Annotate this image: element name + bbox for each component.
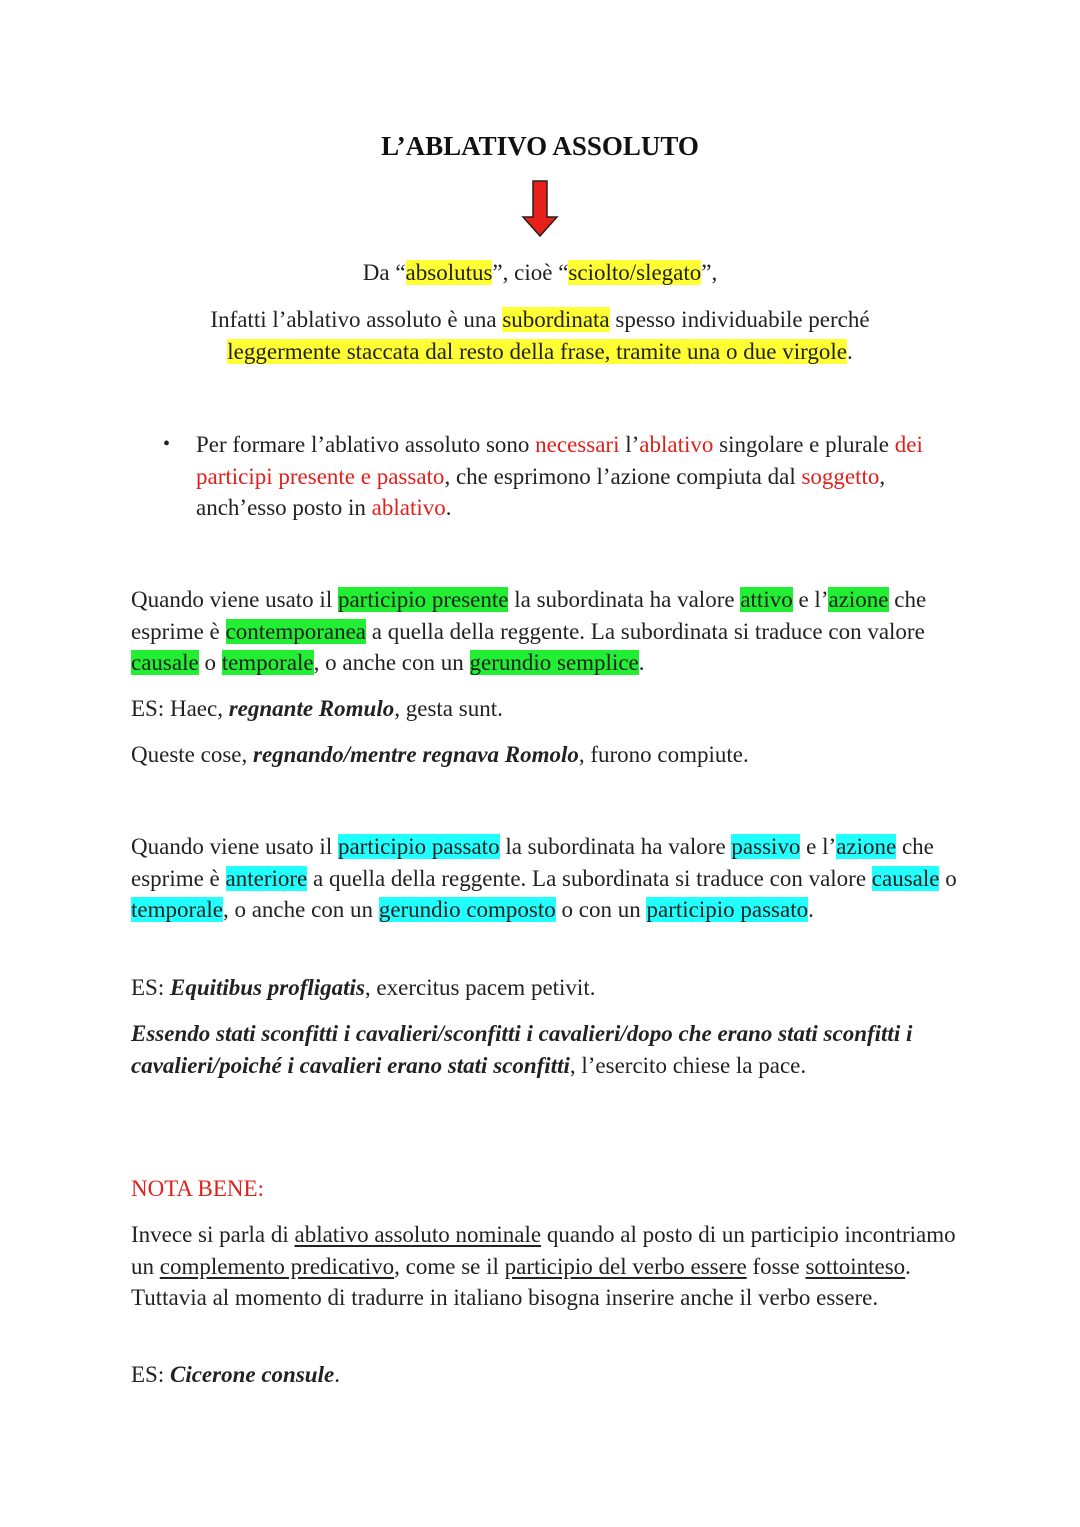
present-example-latin: ES: Haec, regnante Romulo, gesta sunt. — [131, 696, 503, 721]
present-participle-paragraph: Quando viene usato il participio presente la subordinata ha valore attivo e l’azione che esprime è contemporanea a quella della reggente. La subordinata si traduce con valore causale o temporale, o anche con un gerundio semplice. — [131, 587, 927, 675]
past-example-latin: ES: Equitibus profligatis, exercitus pacem petivit. — [131, 975, 596, 1000]
nota-bene-heading: NOTA BENE: — [131, 1176, 264, 1201]
present-example-translation: Queste cose, regnando/mentre regnava Romolo, furono compiute. — [131, 742, 749, 767]
intro-line-1: Infatti l’ablativo assoluto è una subordinata spesso individuabile perché — [210, 307, 870, 332]
highlight-staccata: leggermente staccata dal resto della frase, tramite una o due virgole — [227, 339, 847, 364]
bullet-text: Per formare l’ablativo assoluto sono necessari l’ablativo singolare e plurale dei participi presente e passato, che esprimono l’azione compiuta dal soggetto, anch’esso posto in ablativo. — [196, 432, 923, 520]
bullet-dot-icon: • — [163, 433, 171, 455]
nota-bene-example: ES: Cicerone consule. — [131, 1362, 340, 1387]
etymology-line: Da “absolutus”, cioè “sciolto/slegato”, — [362, 260, 718, 285]
highlight-absolutus: absolutus — [405, 260, 493, 285]
nota-bene-paragraph: Invece si parla di ablativo assoluto nominale quando al posto di un participio incontriamo un complemento predicativo, come se il participio del verbo essere fosse sottointeso. Tuttavia al momento di tradurre in italiano bisogna inserire anche il verbo essere. — [131, 1222, 956, 1310]
highlight-sciolto: sciolto/slegato — [568, 260, 702, 285]
intro-line-2: leggermente staccata dal resto della frase, tramite una o due virgole. — [227, 339, 853, 364]
past-example-translation: Essendo stati sconfitti i cavalieri/sconfitti i cavalieri/dopo che erano stati sconfitti i cavalieri/poiché i cavalieri erano stati sconfitti, l’esercito chiese la pace. — [131, 1021, 913, 1078]
red-down-arrow-icon — [521, 180, 559, 238]
page-title: L’ABLATIVO ASSOLUTO — [381, 131, 699, 161]
past-participle-paragraph: Quando viene usato il participio passato la subordinata ha valore passivo e l’azione che esprime è anteriore a quella della reggente. La subordinata si traduce con valore causale o temporale, o anche con un gerundio composto o con un participio passato. — [131, 834, 957, 922]
highlight-subordinata: subordinata — [502, 307, 610, 332]
